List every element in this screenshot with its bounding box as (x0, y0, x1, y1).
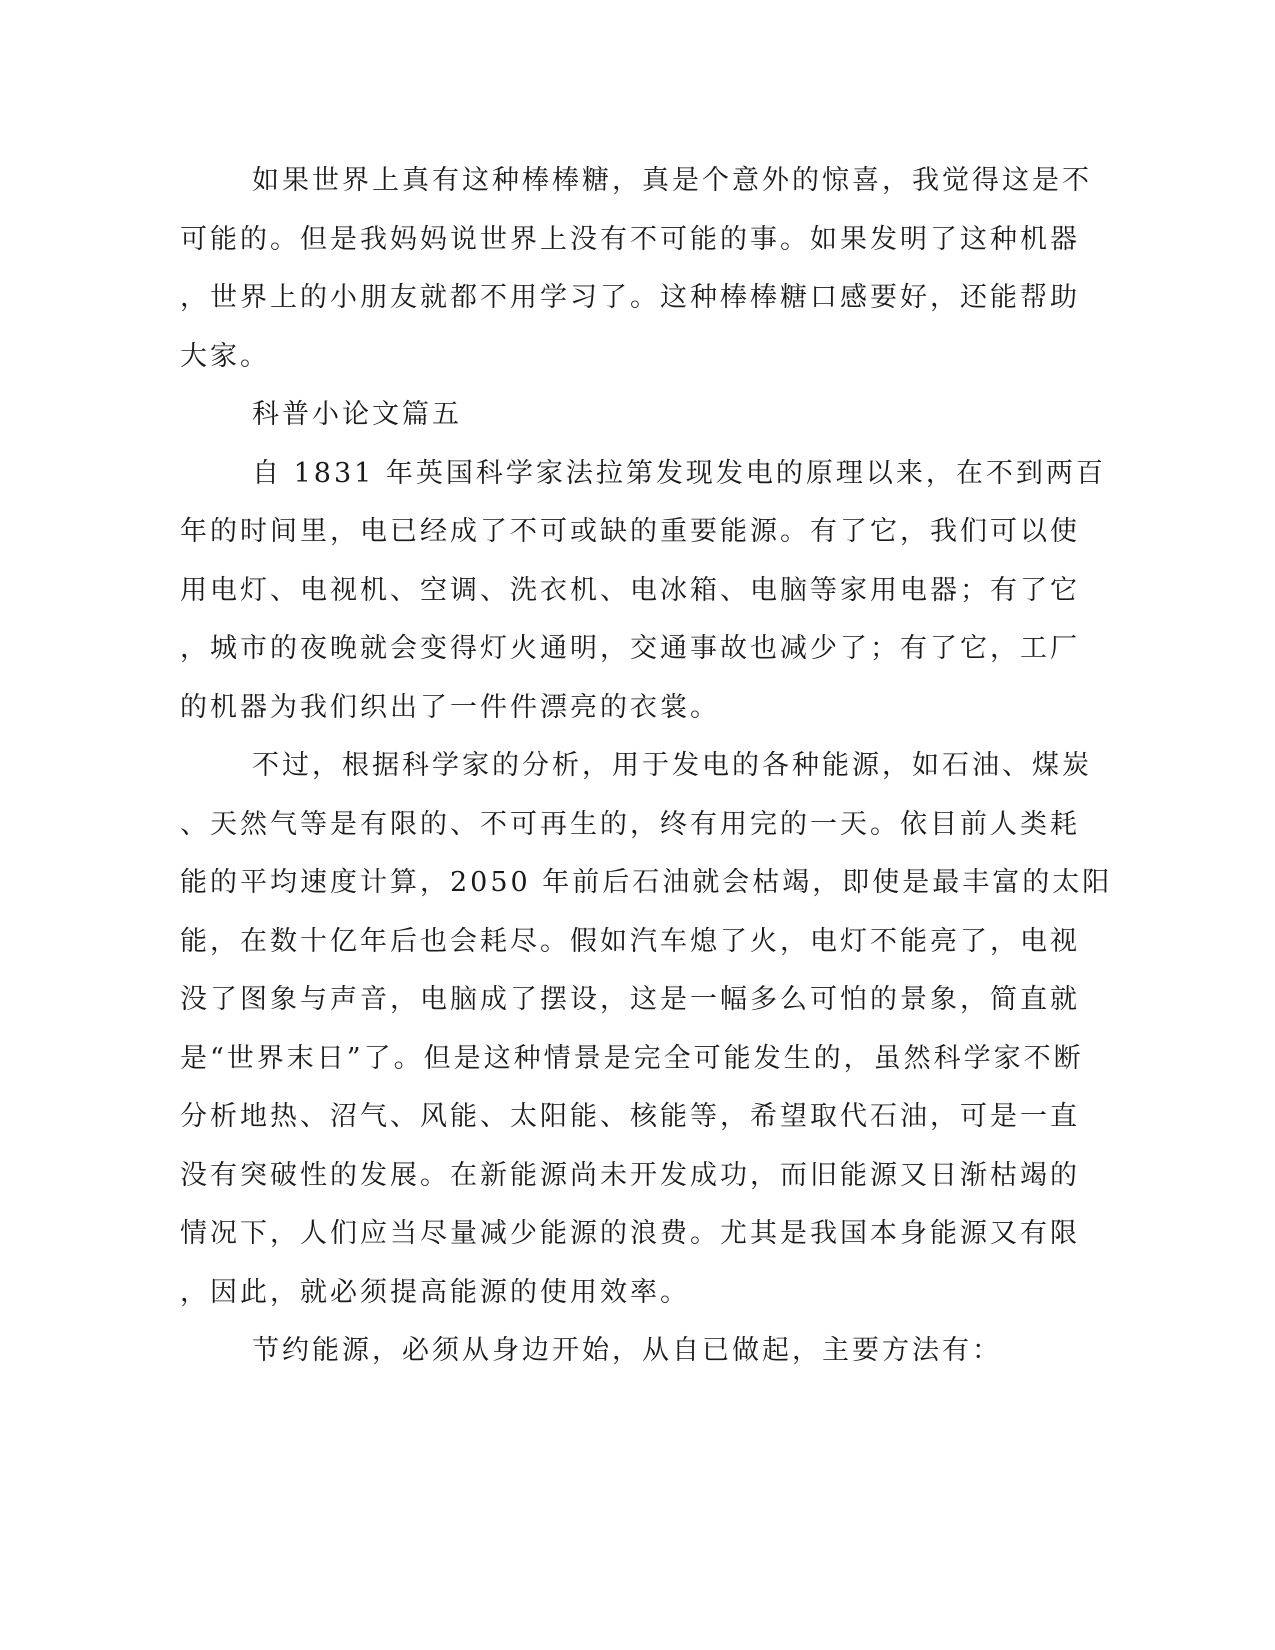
text-line: 大家。 (180, 340, 270, 372)
document-page (180, 152, 1113, 1381)
text-line: ，城市的夜晚就会变得灯火通明，交通事故也减少了；有了它，工厂 (180, 633, 1080, 664)
text-line: 、天然气等是有限的、不可再生的，终有用完的一天。依目前人类耗 (180, 808, 1080, 840)
text-line: 自 1831 年英国科学家法拉第发现发电的原理以来，在不到两百 (252, 457, 1106, 489)
text-line: 可能的。但是我妈妈说世界上没有不可能的事。如果发明了这种机器 (180, 223, 1080, 255)
heading-text: 科普小论文篇五 (252, 399, 462, 430)
text-line: ，因此，就必须提高能源的使用效率。 (180, 1276, 690, 1308)
paragraph-electricity (180, 445, 1106, 738)
text-line: 年的时间里，电已经成了不可或缺的重要能源。有了它，我们可以使 (180, 516, 1080, 547)
text-line: 的机器为我们织出了一件件漂亮的衣裳。 (180, 691, 720, 723)
text-line: 不过，根据科学家的分析，用于发电的各种能源，如石油、煤炭 (252, 750, 1092, 781)
text-line: 是“世界末日”了。但是这种情景是完全可能发生的，虽然科学家不断 (180, 1042, 1084, 1074)
text-line: 用电灯、电视机、空调、洗衣机、电冰箱、电脑等家用电器；有了它 (180, 574, 1080, 606)
text-line: 如果世界上真有这种棒棒糖，真是个意外的惊喜，我觉得这是不 (252, 165, 1092, 196)
paragraph-lollipop (180, 152, 1092, 386)
text-line: 能的平均速度计算，2050 年前后石油就会枯竭，即使是最丰富的太阳 (180, 867, 1113, 898)
text-line: 能，在数十亿年后也会耗尽。假如汽车熄了火，电灯不能亮了，电视 (180, 925, 1080, 957)
text-line: 没有突破性的发展。在新能源尚未开发成功，而旧能源又日渐枯竭的 (180, 1159, 1080, 1191)
paragraph-energy-limits (180, 737, 1113, 1322)
paragraph-saving (180, 1322, 1035, 1381)
text-line: 节约能源，必须从身边开始，从自已做起，主要方法有： (252, 1335, 1002, 1366)
text-line: 情况下，人们应当尽量减少能源的浪费。尤其是我国本身能源又有限 (180, 1218, 1080, 1249)
text-line: 没了图象与声音，电脑成了摆设，这是一幅多么可怕的景象，简直就 (180, 984, 1080, 1015)
text-line: 分析地热、沼气、风能、太阳能、核能等，希望取代石油，可是一直 (180, 1101, 1080, 1132)
section-heading (180, 386, 1035, 445)
text-line: ，世界上的小朋友就都不用学习了。这种棒棒糖口感要好，还能帮助 (180, 282, 1080, 313)
